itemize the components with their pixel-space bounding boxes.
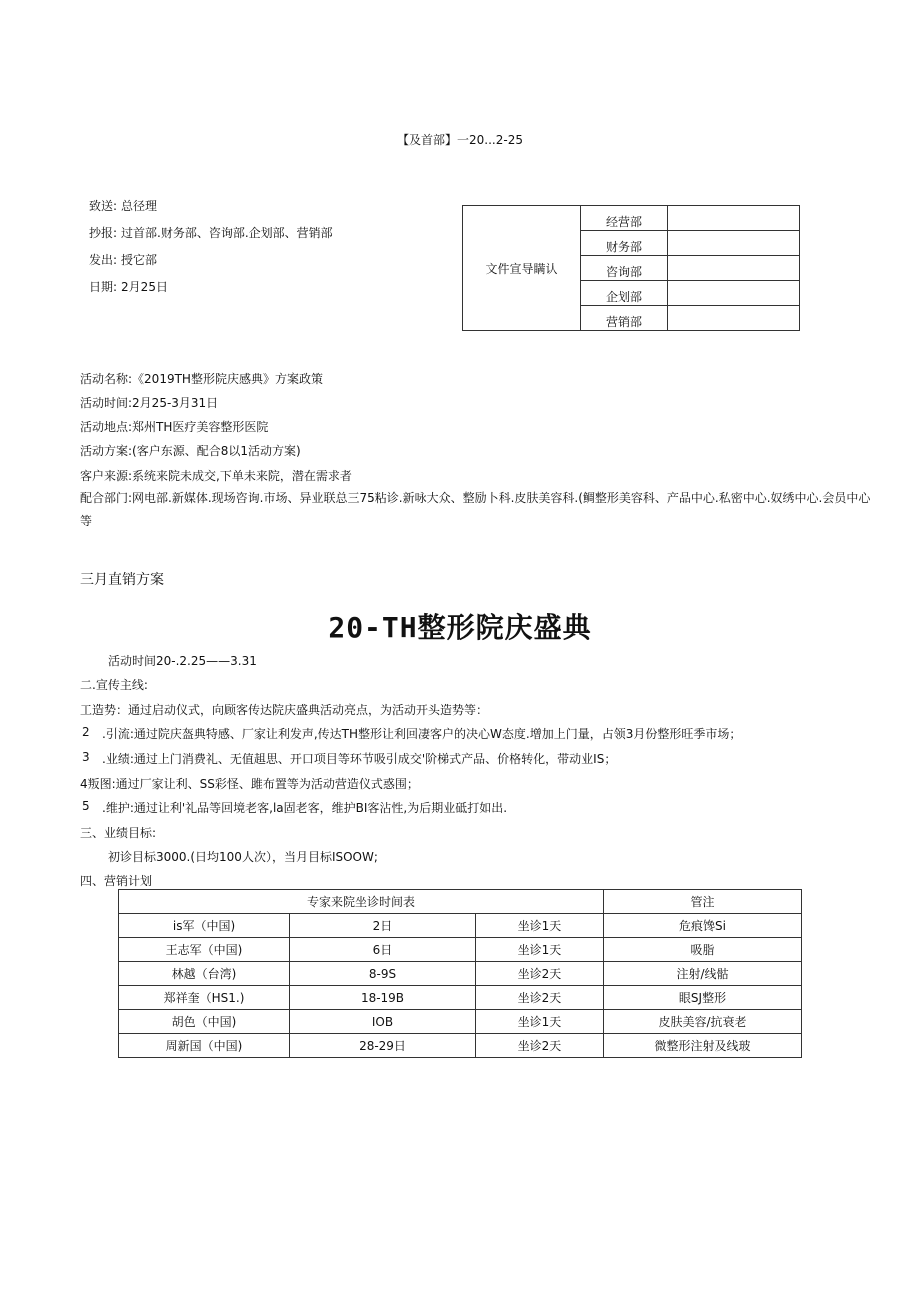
schedule-header-title: 专家来院坐诊时间表 [119, 890, 604, 914]
info-label: 客户来源: [80, 469, 133, 483]
signature-cell [668, 231, 800, 256]
visit-date: 8-9S [290, 962, 476, 986]
meta-date [89, 278, 168, 295]
info-value: 2月25-3月31日 [132, 396, 219, 410]
table-row [119, 1034, 802, 1058]
meta-value: 过首部.财务部、咨询部.企划部、营销部 [121, 226, 333, 240]
department-cell: 企划部 [581, 281, 668, 306]
info-label: 活动时间: [80, 396, 133, 410]
theme-item-2: .引流:通过院庆盔典特感、厂家让利发声,传达TH整形让利回凄客户的决心W态度.增加上门量，占领3月份整形旺季市场； [102, 727, 742, 741]
schedule-header-note: 管注 [604, 890, 802, 914]
expert-name: is军（中国) [119, 914, 290, 938]
visit-duration: 坐诊2天 [476, 962, 604, 986]
expert-name: 周新国（中国) [119, 1034, 290, 1058]
visit-duration: 坐诊2天 [476, 986, 604, 1010]
table-row [119, 962, 802, 986]
section-title: 三月直销方案 [80, 572, 164, 588]
meta-value: 总径理 [121, 199, 158, 213]
department-cell: 咨询部 [581, 256, 668, 281]
info-label: 活动地点: [80, 420, 133, 434]
theme-item-5-number: 5 [82, 799, 90, 813]
meta-value: 2月25日 [121, 280, 168, 294]
info-value: 郑州TH医疗美容整形医院 [132, 420, 269, 434]
plan-heading: 四、营销计划 [80, 874, 153, 888]
expert-name: 林越（台湾) [119, 962, 290, 986]
info-label: 活动方案: [80, 444, 133, 458]
visit-duration: 坐诊1天 [476, 914, 604, 938]
info-label: 配合部门: [80, 491, 133, 505]
visit-duration: 坐诊2天 [476, 1034, 604, 1058]
activity-place [80, 418, 268, 435]
info-value: 系统来院未成交,下单未来院，潜在需求者 [132, 469, 352, 483]
table-header-row [119, 890, 802, 914]
expert-name: 郑祥奎（HS1.) [119, 986, 290, 1010]
meta-value: 授它部 [121, 253, 158, 267]
specialty-note: 吸脂 [604, 938, 802, 962]
table-row [119, 938, 802, 962]
table-row [463, 206, 800, 231]
department-cell: 营销部 [581, 306, 668, 331]
info-value: 网电部.新媒体.现场咨询.市场、异业联总三75粘诊.新咏大众、整励卜科.皮肤美容科.(鲷整形美容科、产品中心.私密中心.奴绣中心.会员中心等 [80, 491, 871, 528]
specialty-note: 眼SJ整形 [604, 986, 802, 1010]
department-cell: 财务部 [581, 231, 668, 256]
info-label: 活动名称: [80, 372, 133, 386]
visit-duration: 坐诊1天 [476, 938, 604, 962]
main-title-prefix: 20-TH [328, 611, 418, 644]
meta-label: 发出: [89, 253, 118, 267]
specialty-note: 微整形注射及线玻 [604, 1034, 802, 1058]
expert-name: 王志军（中国) [119, 938, 290, 962]
table-row [119, 914, 802, 938]
meta-recipient [89, 197, 157, 214]
table-row [119, 1010, 802, 1034]
meta-label: 抄报: [89, 226, 118, 240]
theme-heading: 二.宣传主线: [80, 678, 148, 692]
department-cell: 经营部 [581, 206, 668, 231]
activity-plan [80, 442, 301, 459]
visit-date: 18-19B [290, 986, 476, 1010]
main-title [0, 606, 920, 646]
visit-date: 2日 [290, 914, 476, 938]
target-heading: 三、业绩目标: [80, 826, 157, 840]
activity-name [80, 370, 323, 387]
expert-schedule-table [118, 889, 802, 1058]
theme-item-2-number: 2 [82, 725, 90, 739]
signature-cell [668, 206, 800, 231]
meta-label: 致送: [89, 199, 118, 213]
visit-duration: 坐诊1天 [476, 1010, 604, 1034]
signature-cell [668, 256, 800, 281]
info-value: (客户东源、配合8以1活动方案) [132, 444, 301, 458]
main-title-text: 整形院庆盛典 [417, 611, 592, 644]
activity-time [80, 394, 218, 411]
info-value: 《2019TH整形院庆感典》方案政策 [132, 372, 323, 386]
meta-sender [89, 251, 157, 268]
specialty-note: 皮肤美容/抗衰老 [604, 1010, 802, 1034]
theme-item-3-number: 3 [82, 750, 90, 764]
specialty-note: 注射/线骷 [604, 962, 802, 986]
activity-period: 活动时间20-.2.25——3.31 [108, 654, 257, 668]
visit-date: 6日 [290, 938, 476, 962]
meta-label: 日期: [89, 280, 118, 294]
activity-source [80, 467, 352, 484]
signature-cell [668, 281, 800, 306]
confirmation-title: 文件宣导瞒认 [463, 206, 581, 331]
expert-name: 胡色（中国) [119, 1010, 290, 1034]
activity-departments [80, 487, 880, 533]
theme-item-4: 4叛图:通过厂家让利、SS彩怪、雎布置等为活动营造仪式惑围； [80, 777, 419, 791]
signature-cell [668, 306, 800, 331]
document-number: 【及首部】一20...2-25 [397, 133, 523, 147]
visit-date: 28-29日 [290, 1034, 476, 1058]
theme-item-3: .业绩:通过上门消费礼、无值趄思、开口项目等环节吸引成交'阶梯式产品、价格转化，带动业IS； [102, 752, 617, 766]
visit-date: IOB [290, 1010, 476, 1034]
meta-cc [89, 224, 333, 241]
confirmation-table [462, 205, 800, 331]
target-line: 初诊目标3000.(日均100人次），当月目标ISOOW; [108, 850, 378, 864]
table-row [119, 986, 802, 1010]
theme-item-5: .维护:通过让利'礼品等回境老客,la固老客，维护BI客沾性,为后期业砥打如出. [102, 801, 508, 815]
theme-item-1: 工造势：通过启动仪式，向顾客传达院庆盛典活动亮点，为活动开头造势等： [80, 703, 489, 717]
specialty-note: 危痕馋Si [604, 914, 802, 938]
